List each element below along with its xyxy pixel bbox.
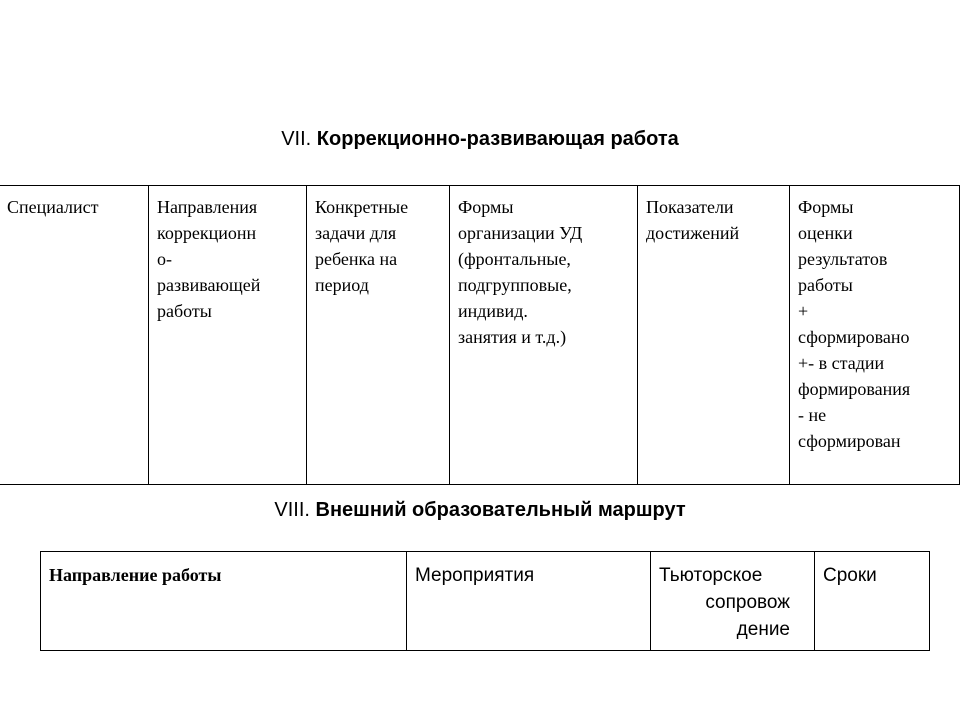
table-cell-directions	[149, 186, 307, 485]
table-cell-tutor-support	[651, 552, 815, 651]
table-cell-evaluation	[790, 186, 960, 485]
section-8-title: Внешний образовательный маршрут	[315, 499, 686, 521]
table-cell-tasks	[307, 186, 450, 485]
section-8-heading	[0, 498, 960, 522]
column-header-terms: Сроки	[823, 565, 877, 586]
table-row	[41, 552, 930, 651]
column-header-indicators: Показатели достижений	[646, 197, 740, 243]
column-header-evaluation: Формы оценки результатов работы + сформировано +- в стадии формирования - не сформирован	[798, 197, 911, 451]
column-header-specialist: Специалист	[7, 197, 99, 217]
column-header-forms: Формы организации УД (фронтальные, подгрупповые, индивид. занятия и т.д.)	[458, 197, 583, 347]
table-cell-specialist	[0, 186, 149, 485]
table-row	[0, 186, 960, 485]
external-route-table	[40, 551, 930, 651]
column-header-directions: Направления коррекционн о- развивающей работы	[157, 197, 261, 321]
table-cell-direction	[41, 552, 407, 651]
column-header-direction: Направление работы	[49, 565, 222, 585]
section-7-number: VII.	[281, 128, 312, 150]
table-cell-activities	[407, 552, 651, 651]
section-7-heading	[0, 127, 960, 151]
column-header-tutor-support	[651, 552, 814, 643]
column-header-activities: Мероприятия	[415, 565, 535, 586]
column-header-tasks: Конкретные задачи для ребенка на период	[315, 197, 409, 295]
table-cell-indicators	[638, 186, 790, 485]
section-8-number: VIII.	[274, 499, 310, 521]
table-cell-terms	[815, 552, 930, 651]
tutor-support-line-2: сопровож дение	[705, 592, 790, 640]
tutor-support-line-1: Тьюторское	[659, 565, 763, 586]
section-7-title: Коррекционно-развивающая работа	[316, 128, 679, 150]
table-cell-forms	[450, 186, 638, 485]
correction-work-table	[0, 185, 960, 485]
